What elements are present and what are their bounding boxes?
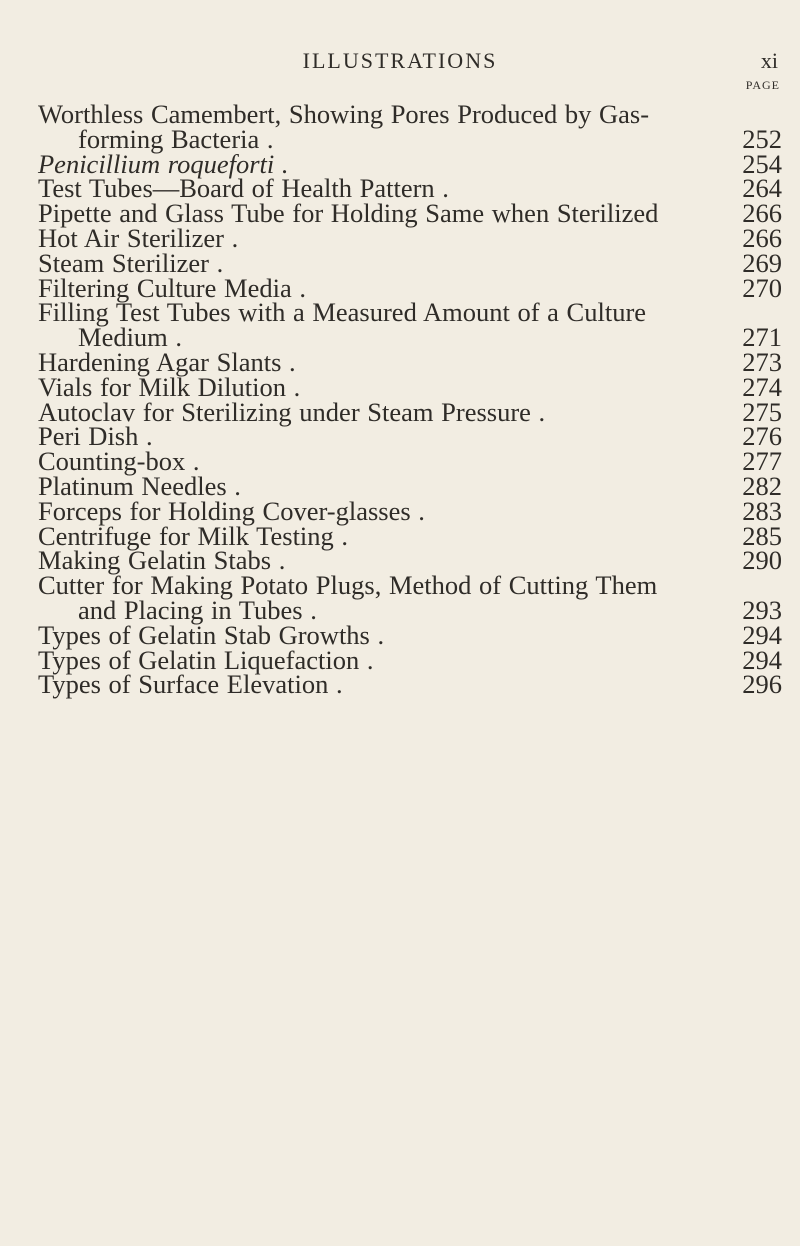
page-number: xi: [760, 48, 778, 73]
entry-page-number: 273: [742, 346, 782, 377]
entry-page-number: 290: [742, 545, 782, 576]
entry-title-line: Steam Sterilizer .: [38, 247, 224, 278]
entry-page-number: 269: [742, 247, 782, 278]
entry-page-number: 270: [742, 272, 782, 303]
entry-title-line: Vials for Milk Dilution .: [38, 371, 301, 402]
entry-title-line: Types of Surface Elevation .: [38, 669, 343, 700]
entry-page-number: 296: [742, 669, 782, 700]
entry-title-line: Hardening Agar Slants .: [38, 346, 296, 377]
entry-title-line: Test Tubes—Board of Health Pattern .: [38, 173, 449, 204]
entry-page-number: 277: [742, 446, 782, 477]
running-title: ILLUSTRATIONS: [302, 48, 498, 73]
entry-title-line: Centrifuge for Milk Testing .: [38, 520, 349, 551]
entry-title-line: Types of Gelatin Stab Growths .: [38, 619, 385, 650]
list-item: [38, 371, 782, 402]
entry-page-number: 285: [742, 520, 782, 551]
entry-page-number: 271: [742, 322, 782, 353]
page-column-label: PAGE: [745, 78, 780, 92]
entry-page-number: 293: [742, 594, 782, 625]
list-item: [38, 247, 782, 278]
entry-title-line: Types of Gelatin Liquefaction .: [38, 644, 374, 675]
entry-title-line: Autoclav for Sterilizing under Steam Pressure .: [38, 396, 546, 427]
entry-title-line: forming Bacteria .: [78, 123, 274, 154]
entry-page-number: 282: [742, 470, 782, 501]
entry-title-line: and Placing in Tubes .: [78, 594, 317, 625]
entry-title-line: Worthless Camembert, Showing Pores Produced by Gas-: [38, 99, 650, 129]
list-item: [38, 669, 782, 700]
entry-page-number: 276: [742, 421, 782, 452]
entry-page-number: 252: [742, 123, 782, 154]
entry-title-line: Counting-box .: [38, 446, 200, 477]
list-item: [38, 619, 782, 650]
entry-title-line: Platinum Needles .: [38, 470, 241, 501]
entry-title-line: Medium .: [78, 322, 183, 353]
entry-title-line: Hot Air Sterilizer .: [38, 222, 239, 253]
running-head: [0, 48, 800, 78]
entry-page-number: 254: [742, 148, 782, 179]
entry-page-number: 266: [742, 198, 782, 229]
entry-page-number: 274: [742, 371, 782, 402]
list-item: [38, 297, 782, 353]
entry-title-line: Peri Dish .: [38, 421, 153, 452]
entry-title-line: Forceps for Holding Cover-glasses .: [38, 495, 425, 526]
entry-page-number: 294: [742, 644, 782, 675]
entry-page-number: 264: [742, 173, 782, 204]
list-item: [38, 495, 782, 526]
entry-title-line: Cutter for Making Potato Plugs, Method of Cutting Them: [38, 570, 658, 601]
entry-title-line: Making Gelatin Stabs .: [38, 545, 286, 576]
entry-page-number: 266: [742, 222, 782, 253]
entry-title-line: Pipette and Glass Tube for Holding Same when Sterilized: [38, 198, 659, 229]
entry-title-line: Penicillium roqueforti .: [38, 148, 289, 179]
illustrations-list: [38, 99, 782, 700]
entry-page-number: 294: [742, 619, 782, 650]
entry-page-number: 275: [742, 396, 782, 427]
entry-page-number: 283: [742, 495, 782, 526]
list-item: [38, 570, 782, 625]
entry-title-line: Filling Test Tubes with a Measured Amount of a Culture: [38, 297, 647, 328]
entry-title-line: Filtering Culture Media .: [38, 272, 306, 303]
list-item: [38, 99, 782, 154]
